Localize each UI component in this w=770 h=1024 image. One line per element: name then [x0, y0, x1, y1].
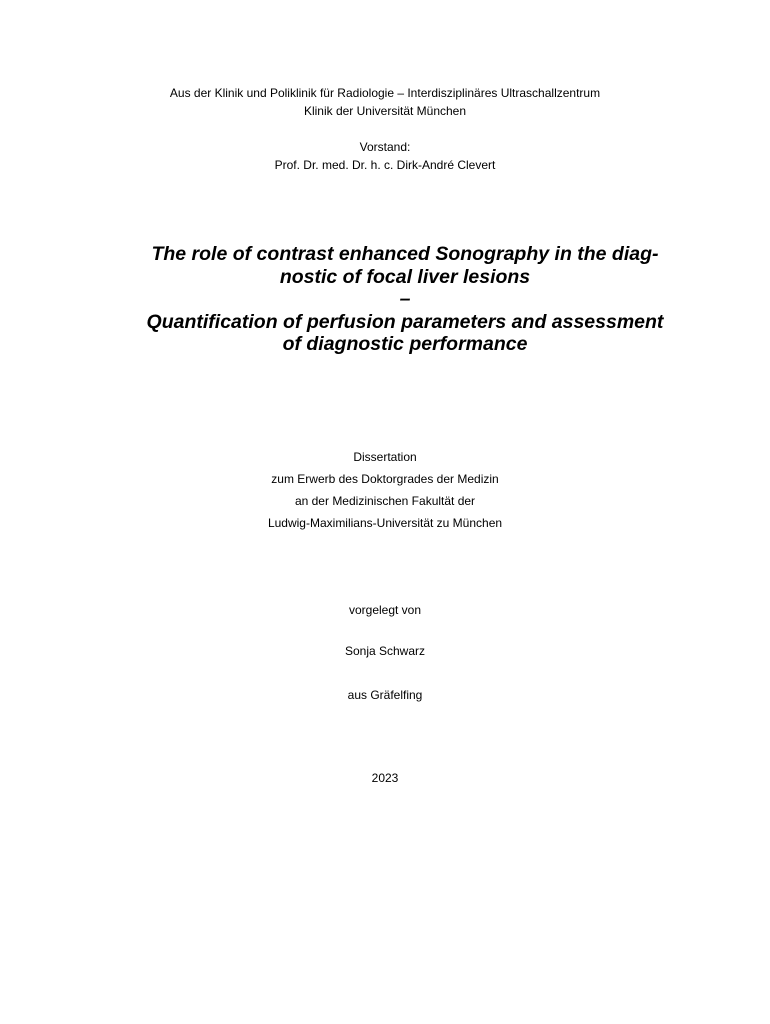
title-line-4: of diagnostic performance	[282, 333, 528, 355]
institute-line-1: Aus der Klinik und Poliklinik für Radiologie – Interdisziplinäres Ultraschallzentrum	[169, 86, 601, 100]
dissertation-line-4: Ludwig-Maximilians-Universität zu München	[267, 516, 503, 530]
dissertation-line-3: an der Medizinischen Fakultät der	[294, 494, 476, 508]
title-line-3: Quantification of perfusion parameters and assessment	[146, 311, 664, 333]
author-name: Sonja Schwarz	[344, 644, 426, 658]
title-separator: –	[399, 288, 411, 310]
title-line-2: nostic of focal liver lesions	[279, 266, 531, 288]
dissertation-line-2: zum Erwerb des Doktorgrades der Medizin	[271, 472, 499, 486]
institute-line-2: Klinik der Universität München	[303, 104, 467, 118]
year: 2023	[371, 771, 399, 785]
dissertation-line-1: Dissertation	[353, 450, 417, 464]
director-label: Vorstand:	[359, 140, 411, 154]
author-origin: aus Gräfelfing	[347, 688, 423, 702]
title-line-1: The role of contrast enhanced Sonography in the diag-	[151, 243, 659, 265]
director-name: Prof. Dr. med. Dr. h. c. Dirk-André Clevert	[274, 158, 496, 172]
presented-by: vorgelegt von	[348, 603, 422, 617]
